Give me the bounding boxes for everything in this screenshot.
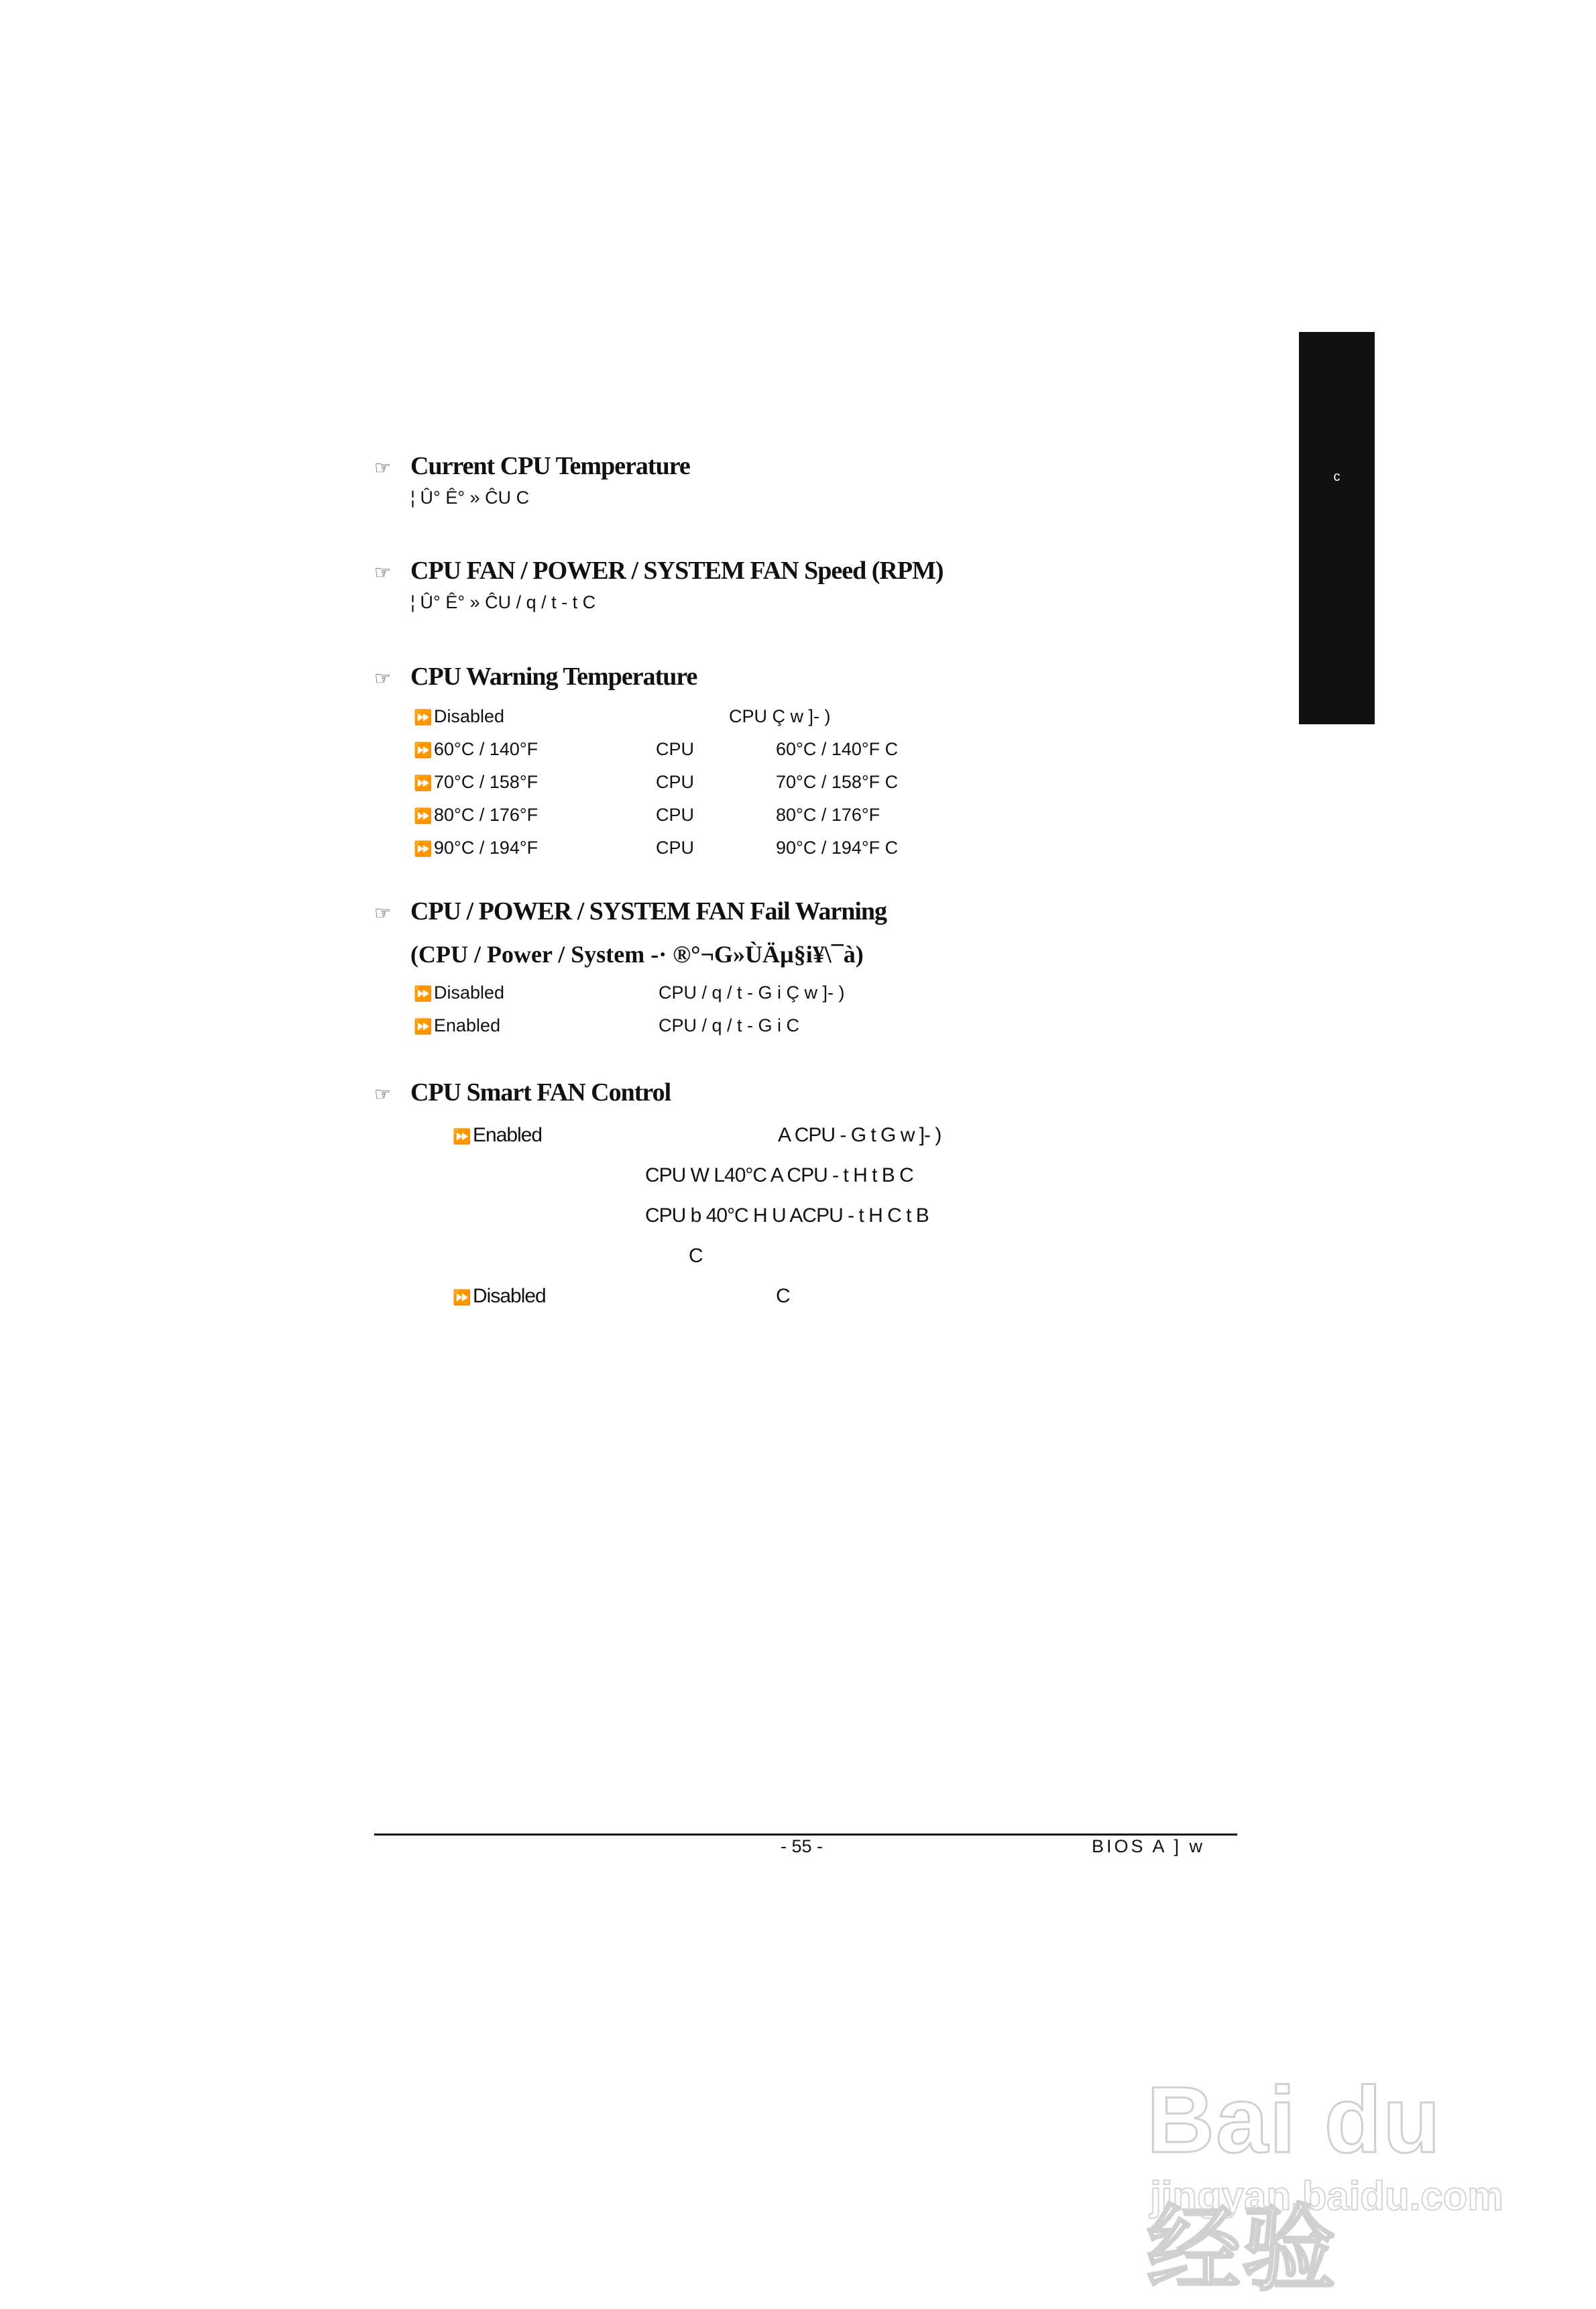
option-detail-line: CPU W L40°C A CPU - t H t B C: [645, 1164, 913, 1186]
option-detail-line: C: [689, 1245, 703, 1267]
watermark-logo-text: Bai du 经验: [1147, 2067, 1442, 2302]
pointing-hand-icon: ☞: [374, 458, 391, 479]
double-arrow-icon: ⏩: [414, 985, 433, 1002]
watermark-url: jingyan.baidu.com: [1150, 2174, 1503, 2218]
option-row: ⏩ Enabled A CPU - G t G w ]- ): [453, 1122, 1257, 1149]
option-row: ⏩Disabled CPU / q / t - G i Ç w ]- ): [414, 979, 1218, 1006]
section-smart-fan: [374, 1077, 671, 1111]
double-arrow-icon: ⏩: [414, 709, 433, 726]
section-current-cpu-temp: [374, 451, 690, 511]
option-row: ⏩70°C / 158°F CPU 70°C / 158°F C: [414, 769, 1017, 795]
option-row: ⏩80°C / 176°F CPU 80°C / 176°F: [414, 801, 1017, 828]
pointing-hand-icon: ☞: [374, 669, 391, 689]
chapter-tab: [1299, 332, 1375, 724]
option-row: ⏩90°C / 194°F CPU 90°C / 194°F C: [414, 834, 1017, 861]
option-row: ⏩ Disabled C: [453, 1283, 1257, 1310]
section-heading: ☞ Current CPU Temperature: [374, 451, 690, 484]
double-arrow-icon: ⏩: [414, 840, 433, 857]
pointing-hand-icon: ☞: [374, 903, 391, 924]
footer-rule: [374, 1834, 1237, 1836]
section-description: ¦ Û° Ê° » ĈU / q / t - t C: [410, 592, 596, 612]
pointing-hand-icon: ☞: [374, 1084, 391, 1105]
chapter-tab-label: c: [1333, 469, 1341, 484]
double-arrow-icon: ⏩: [414, 742, 433, 758]
page-number: - 55 -: [781, 1836, 823, 1856]
section-fan-fail-warning: [374, 896, 887, 970]
double-arrow-icon: ⏩: [414, 807, 433, 824]
section-heading: ☞ CPU / POWER / SYSTEM FAN Fail Warning: [374, 896, 887, 930]
section-description: ¦ Û° Ê° » ĈU C: [410, 488, 530, 508]
double-arrow-icon: ⏩: [453, 1128, 471, 1145]
double-arrow-icon: ⏩: [414, 775, 433, 791]
section-fan-speed: [374, 555, 944, 616]
baidu-watermark: [1140, 2045, 1516, 2302]
section-heading: ☞ CPU FAN / POWER / SYSTEM FAN Speed (RPM): [374, 555, 944, 589]
section-subheading: (CPU / Power / System -· ®°¬G»ÙÄµ§i¥\¯à): [410, 941, 864, 968]
section-heading: ☞ CPU Smart FAN Control: [374, 1077, 671, 1111]
section-heading: ☞ CPU Warning Temperature: [374, 661, 697, 695]
double-arrow-icon: ⏩: [414, 1018, 433, 1035]
option-detail-line: CPU b 40°C H U ACPU - t H C t B: [645, 1204, 929, 1227]
option-row: ⏩Disabled CPU Ç w ]- ): [414, 703, 1017, 730]
option-row: ⏩Enabled CPU / q / t - G i C: [414, 1012, 1218, 1039]
section-warning-temp: [374, 661, 697, 695]
footer-title: BIOS A ] w: [1092, 1836, 1206, 1856]
pointing-hand-icon: ☞: [374, 563, 391, 583]
option-row: ⏩60°C / 140°F CPU 60°C / 140°F C: [414, 736, 1017, 763]
double-arrow-icon: ⏩: [453, 1289, 471, 1306]
